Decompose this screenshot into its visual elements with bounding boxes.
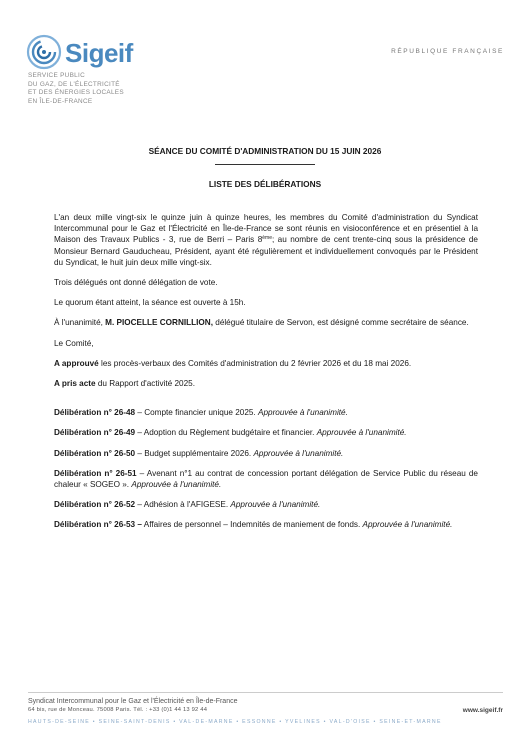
- document-body: [54, 212, 478, 540]
- deliberation-result: Approuvée à l'unanimité.: [316, 428, 407, 438]
- noted-label: A pris acte: [54, 379, 96, 389]
- service-line: ET DES ÉNERGIES LOCALES: [28, 89, 124, 97]
- footer-divider: [28, 692, 503, 693]
- document-title: SÉANCE DU COMITÉ D'ADMINISTRATION DU 15 JUIN 2026: [148, 146, 382, 156]
- secretary-paragraph: [54, 317, 478, 328]
- footer-organization: Syndicat Intercommunal pour le Gaz et l'Électricité en Île-de-France: [28, 698, 238, 705]
- deliberation-item: [54, 519, 478, 530]
- secretary-intro: À l'unanimité,: [54, 318, 106, 328]
- deliberation-number: Délibération n° 26-51: [54, 468, 137, 478]
- deliberation-text: – Compte financier unique 2025.: [135, 408, 258, 418]
- approved-paragraph: [54, 358, 478, 369]
- deliberation-number: Délibération n° 26-48: [54, 408, 136, 418]
- committee-paragraph: Le Comité,: [54, 338, 94, 348]
- service-line: DU GAZ, DE L'ÉLECTRICITÉ: [28, 80, 120, 88]
- approved-label: A approuvé: [54, 358, 99, 368]
- noted-text: du Rapport d'activité 2025.: [95, 379, 195, 389]
- sigeif-swirl-icon: [25, 33, 63, 71]
- departments-list: HAUTS-DE-SEINE • SEINE-SAINT-DENIS • VAL-DE-MARNE • ESSONNE • YVELINES • VAL-D'OISE • SEINE-ET-MARNE: [28, 719, 442, 725]
- deliberation-number: Délibération n° 26-49: [54, 428, 136, 438]
- deliberation-text: Affaires de personnel – Indemnités de maniement de fonds.: [141, 520, 363, 530]
- deliberation-result: Approuvée à l'unanimité.: [362, 520, 453, 530]
- website-link[interactable]: www.sigeif.fr: [462, 707, 503, 714]
- delegations-paragraph: Trois délégués ont donné délégation de vote.: [54, 278, 218, 288]
- service-description: [28, 72, 124, 106]
- intro-paragraph: [54, 212, 478, 268]
- approved-text: les procès-verbaux des Comités d'administration du 2 février 2026 et du 18 mai 2026.: [98, 358, 412, 368]
- intro-text-continued: ; au nombre de cent trente-cinq sous la présidence de Monsieur Bernard Gauducheau, Président, ayant été régulièrement et individuellement convoqués par le Président du Syndicat, le huit juin deux mille vingt-six.: [54, 235, 478, 267]
- footer-address-block: [28, 697, 237, 715]
- deliberation-result: Approuvée à l'unanimité.: [230, 500, 321, 510]
- footer-address: 64 bis, rue de Monceau. 75008 Paris. Tél. : +33 (0)1 44 13 92 44: [28, 707, 208, 713]
- deliberation-number: Délibération n° 26-50: [54, 448, 136, 458]
- republique-francaise: RÉPUBLIQUE FRANÇAISE: [391, 48, 504, 55]
- deliberation-text: – Avenant n°1 au contrat de concession portant délégation de Service Public du réseau de chaleur « SOGEO ».: [54, 468, 478, 490]
- deliberation-result: Approuvée à l'unanimité.: [258, 408, 348, 418]
- deliberation-item: [54, 407, 478, 418]
- service-line: EN ÎLE-DE-FRANCE: [28, 97, 93, 105]
- deliberation-text: – Adhésion à l'AFIGESE.: [135, 500, 231, 510]
- deliberation-item: [54, 499, 478, 510]
- secretary-name: M. PIOCELLE CORNILLION,: [105, 318, 213, 328]
- service-line: SERVICE PUBLIC: [28, 72, 86, 79]
- deliberation-result: Approuvée à l'unanimité.: [131, 480, 222, 490]
- deliberation-item: [54, 427, 478, 438]
- intro-superscript: ème: [262, 235, 272, 242]
- noted-paragraph: [54, 378, 478, 389]
- deliberation-number: Délibération n° 26-52: [54, 500, 136, 510]
- document-subtitle: LISTE DES DÉLIBÉRATIONS: [208, 179, 322, 189]
- title-divider: [215, 164, 315, 165]
- deliberation-text: – Budget supplémentaire 2026.: [135, 448, 254, 458]
- deliberation-text: – Adoption du Règlement budgétaire et financier.: [135, 428, 317, 438]
- intro-text: L'an deux mille vingt-six le quinze juin à quinze heures, les membres du Comité d'administration du Syndicat Intercommunal pour le Gaz et l'Électricité en Île-de-France se sont réunis en visioconférence et en présentiel à la Maison des Travaux Publics - 3, rue de Berri – Paris 8: [54, 213, 478, 245]
- quorum-paragraph: Le quorum étant atteint, la séance est ouverte à 15h.: [54, 298, 246, 308]
- deliberation-item: [54, 468, 478, 490]
- brand-name: Sigeif: [65, 38, 133, 68]
- deliberation-result: Approuvée à l'unanimité.: [253, 448, 344, 458]
- secretary-role: délégué titulaire de Servon, est désigné comme secrétaire de séance.: [212, 318, 469, 328]
- deliberation-number: Délibération n° 26-53 –: [54, 520, 142, 530]
- deliberation-item: [54, 448, 478, 459]
